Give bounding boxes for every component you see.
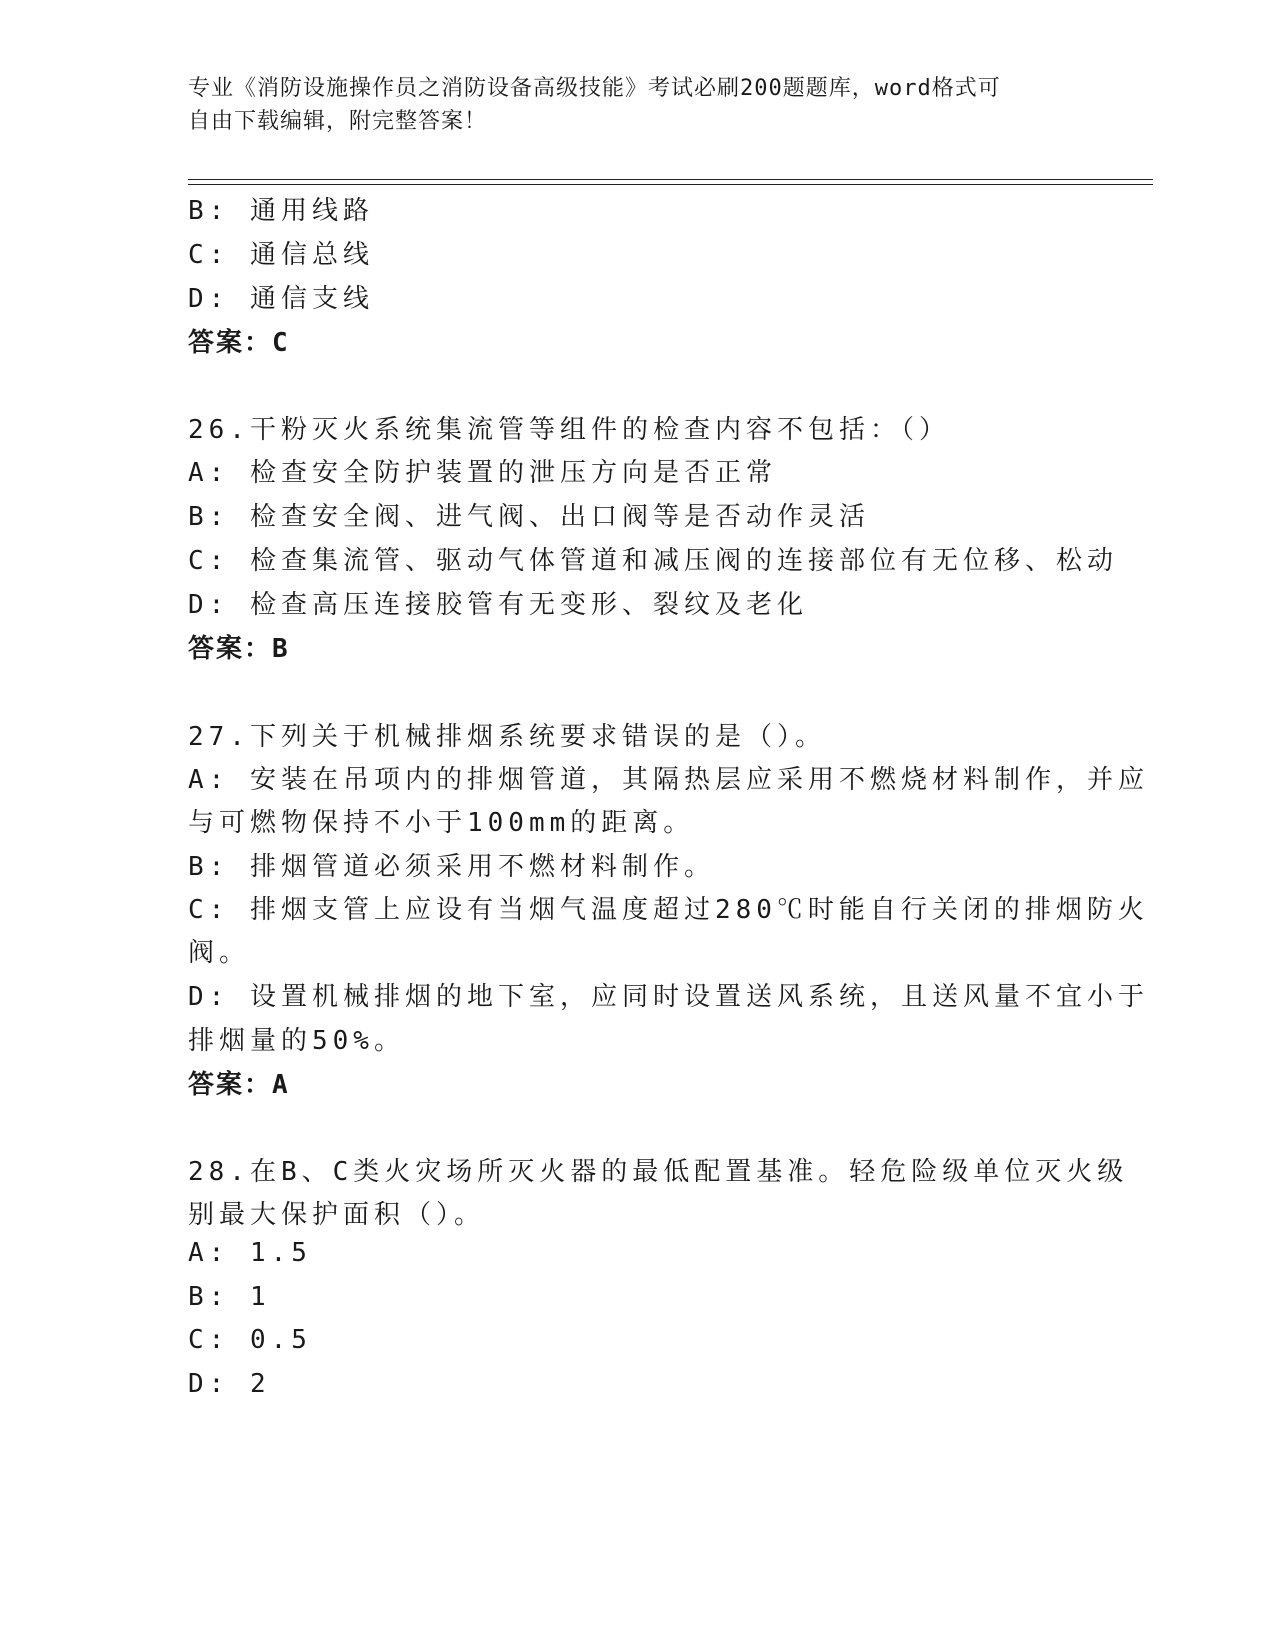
- header-divider-bottom: [188, 184, 1153, 185]
- header-line-1: 专业《消防设施操作员之消防设备高级技能》考试必刷200题题库，word格式可: [188, 76, 1001, 101]
- question-text-line: 与可燃物保持不小于100mm的距离。: [188, 808, 695, 838]
- question-text-line: 阀。: [188, 938, 251, 968]
- question-text-line: D: 检查高压连接胶管有无变形、裂纹及老化: [188, 590, 808, 620]
- question-text-line: D: 通信支线: [188, 284, 374, 314]
- question-text-line: 别最大保护面积（）。: [188, 1200, 486, 1230]
- question-text-line: 28.在B、C类火灾场所灭火器的最低配置基准。轻危险级单位灭火级: [188, 1157, 1129, 1187]
- question-text-line: B: 检查安全阀、进气阀、出口阀等是否动作灵活: [188, 502, 870, 532]
- question-text-line: C: 排烟支管上应设有当烟气温度超过280℃时能自行关闭的排烟防火: [188, 895, 1149, 925]
- question-text-line: A: 1.5: [188, 1238, 312, 1268]
- answer-line: 答案：C: [188, 328, 290, 358]
- question-text-line: A: 安装在吊项内的排烟管道，其隔热层应采用不燃烧材料制作，并应: [188, 765, 1149, 795]
- question-text-line: D: 设置机械排烟的地下室，应同时设置送风系统，且送风量不宜小于: [188, 982, 1149, 1012]
- answer-line: 答案：A: [188, 1070, 290, 1100]
- document-header: [188, 72, 1068, 138]
- question-text-line: 排烟量的50%。: [188, 1026, 405, 1056]
- header-divider-top: [188, 179, 1153, 180]
- answer-line: 答案：B: [188, 634, 290, 664]
- question-text-line: 27.下列关于机械排烟系统要求错误的是（）。: [188, 722, 826, 752]
- question-text-line: C: 0.5: [188, 1325, 312, 1355]
- question-text-line: C: 通信总线: [188, 240, 374, 270]
- question-text-line: D: 2: [188, 1369, 271, 1399]
- header-line-2: 自由下载编辑，附完整答案！: [188, 109, 488, 134]
- question-text-line: 26.干粉灭火系统集流管等组件的检查内容不包括：（）: [188, 415, 950, 445]
- question-text-line: B: 排烟管道必须采用不燃材料制作。: [188, 852, 715, 882]
- question-text-line: C: 检查集流管、驱动气体管道和减压阀的连接部位有无位移、松动: [188, 546, 1118, 576]
- question-text-line: B: 1: [188, 1282, 271, 1312]
- question-text-line: A: 检查安全防护装置的泄压方向是否正常: [188, 458, 777, 488]
- question-text-line: B: 通用线路: [188, 196, 374, 226]
